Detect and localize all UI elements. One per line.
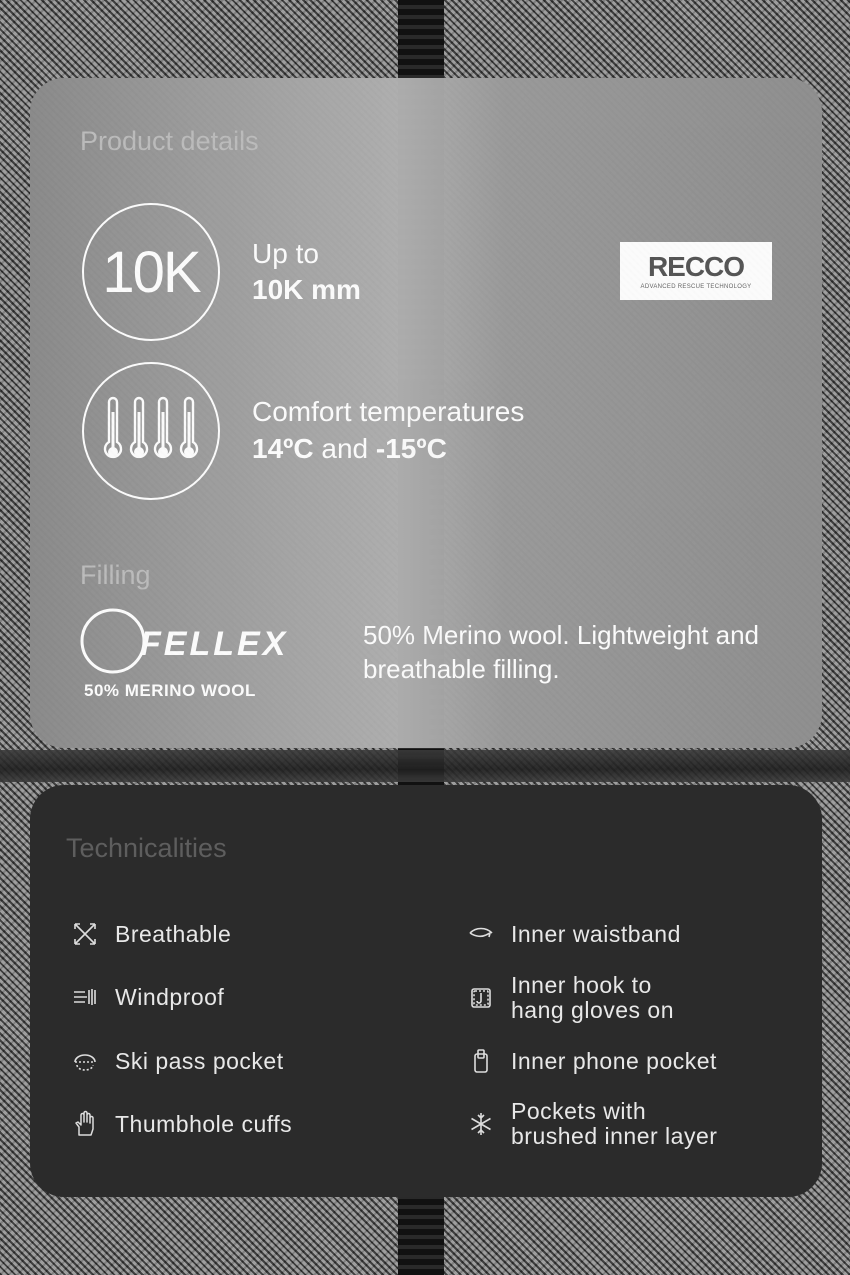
fellex-brand: FELLEX: [140, 625, 289, 663]
filling-description: 50% Merino wool. Lightweight and breathable filling.: [363, 620, 760, 684]
recco-tagline: ADVANCED RESCUE TECHNOLOGY: [640, 283, 752, 290]
waterproof-badge: [82, 203, 220, 341]
glove-icon: [72, 1111, 98, 1137]
comfort-temp-high: 14ºC: [252, 433, 314, 464]
tech-item-waistband: [468, 921, 681, 947]
tech-item-brushed-pockets: [468, 1099, 717, 1149]
tech-label-line1: Inner hook to: [511, 972, 652, 998]
tech-label-line2: brushed inner layer: [511, 1123, 718, 1149]
waistband-icon: [468, 921, 494, 947]
ski-pass-icon: [72, 1048, 98, 1074]
tech-label: Breathable: [115, 920, 232, 947]
tech-label: Inner phone pocket: [511, 1047, 717, 1074]
tech-item-ski-pass: [72, 1048, 284, 1074]
comfort-badge: [82, 362, 220, 500]
technicalities-label: Technicalities: [66, 833, 227, 863]
waterproof-line1: Up to: [252, 238, 319, 269]
technicalities-panel: [30, 785, 822, 1197]
filling-label: Filling: [80, 560, 151, 590]
hook-icon: [468, 985, 494, 1011]
tech-label: Inner waistband: [511, 920, 681, 947]
tech-item-windproof: [72, 984, 224, 1010]
recco-logo: [620, 242, 772, 300]
tech-item-phone: [468, 1048, 717, 1074]
snowflake-icon: [468, 1111, 494, 1137]
waterproof-badge-label: 10K: [102, 239, 200, 305]
phone-icon: [468, 1048, 494, 1074]
product-details-label: Product details: [80, 126, 259, 156]
thermometers-icon: [101, 396, 201, 466]
jacket-seam: [0, 750, 850, 782]
tech-item-breathable: [72, 921, 231, 947]
product-details-panel: [30, 78, 822, 748]
tech-label: Windproof: [115, 983, 225, 1010]
tech-label-line2: hang gloves on: [511, 997, 675, 1023]
breathable-icon: [72, 921, 98, 947]
tech-label-line1: Pockets with: [511, 1098, 647, 1124]
tech-label: Ski pass pocket: [115, 1047, 284, 1074]
recco-name: RECCO: [647, 250, 745, 282]
fellex-logo: [80, 608, 289, 674]
comfort-line1: Comfort temperatures: [252, 396, 525, 427]
tech-label-multiline: [511, 973, 674, 1023]
tech-label: Thumbhole cuffs: [115, 1110, 293, 1137]
comfort-line2: [252, 433, 447, 465]
windproof-icon: [72, 984, 98, 1010]
comfort-connector: and: [321, 433, 369, 464]
tech-label-multiline: [511, 1099, 717, 1149]
fellex-sub: 50% MERINO WOOL: [84, 681, 256, 700]
comfort-temp-low: -15ºC: [375, 433, 447, 464]
waterproof-line2: 10K mm: [252, 274, 361, 305]
tech-item-thumbhole: [72, 1111, 292, 1137]
tech-item-hook: [468, 973, 674, 1023]
